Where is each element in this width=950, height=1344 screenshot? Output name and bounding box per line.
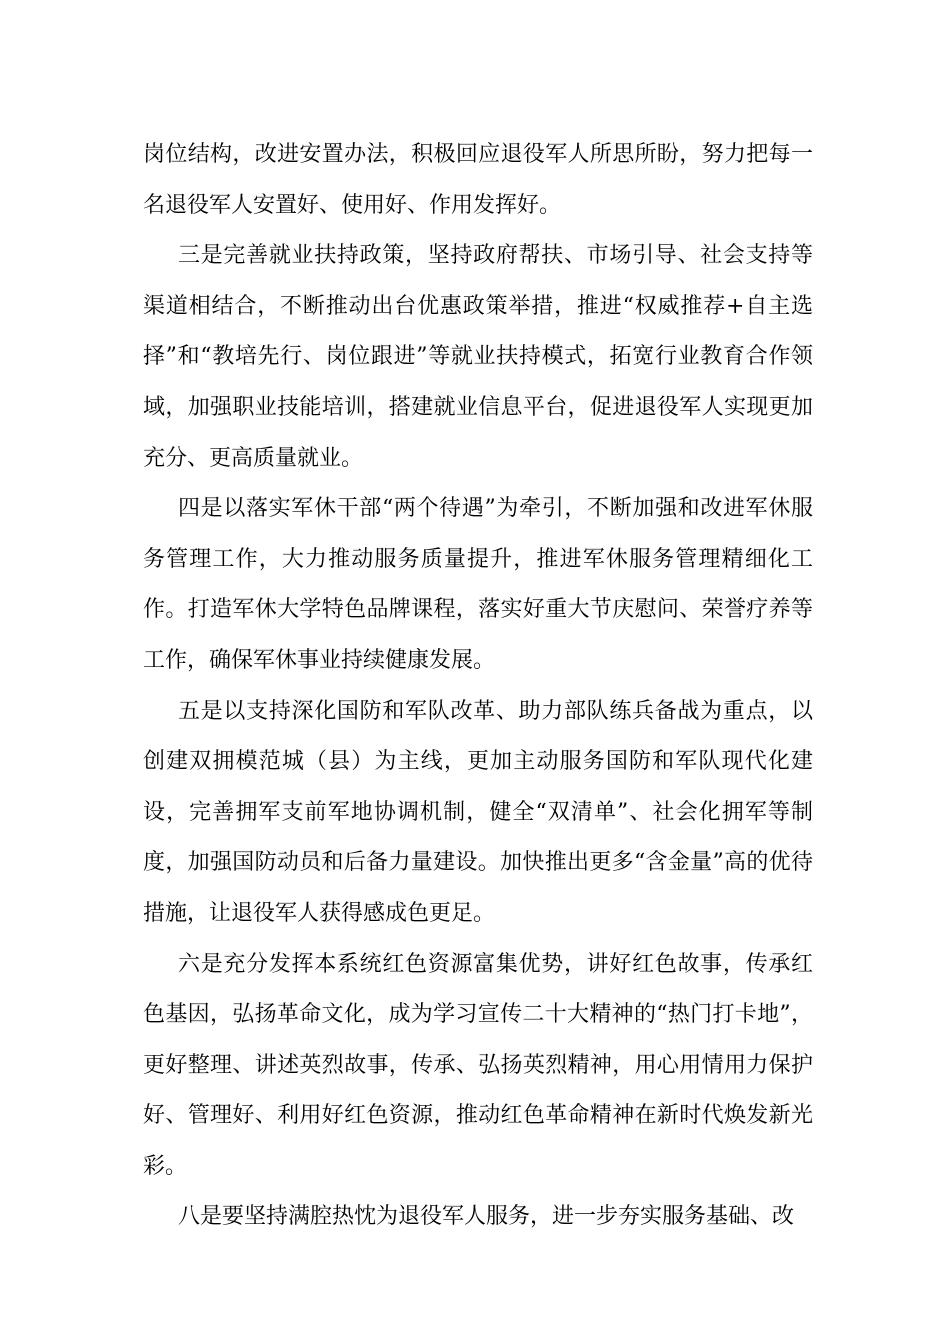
paragraph-eight: 八是要坚持满腔热忱为退役军人服务，进一步夯实服务基础、改: [178, 1204, 795, 1230]
paragraph-four: 四是以落实军休干部“两个待遇”为牵引，不断加强和改进军休服务管理工作，大力推动服务质量提升，推进军休服务管理精细化工作。打造军休大学特色品牌课程，落实好重大节庆慰问、荣誉疗养等工作，确保军休事业持续健康发展。: [143, 496, 813, 673]
paragraph-three: 三是完善就业扶持政策，坚持政府帮扶、市场引导、社会支持等渠道相结合，不断推动出台优惠政策举措，推进“权威推荐+自主选择”和“教培先行、岗位跟进”等就业扶持模式，拓宽行业教育合作领域，加强职业技能培训，搭建就业信息平台，促进退役军人实现更加充分、更高质量就业。: [143, 243, 813, 471]
paragraph-five: 五是以支持深化国防和军队改革、助力部队练兵备战为重点，以创建双拥模范城（县）为主线，更加主动服务国防和军队现代化建设，完善拥军支前军地协调机制，健全“双清单”、社会化拥军等制度，加强国防动员和后备力量建设。加快推出更多“含金量”高的优待措施，让退役军人获得感成色更足。: [143, 698, 813, 926]
document-body: [143, 130, 813, 1243]
paragraph-continued: 岗位结构，改进安置办法，积极回应退役军人所思所盼，努力把每一名退役军人安置好、使用好、作用发挥好。: [143, 142, 813, 218]
paragraph-six: 六是充分发挥本系统红色资源富集优势，讲好红色故事，传承红色基因，弘扬革命文化，成为学习宣传二十大精神的“热门打卡地”，更好整理、讲述英烈故事，传承、弘扬英烈精神，用心用情用力保护好、管理好、利用好红色资源，推动红色革命精神在新时代焕发新光彩。: [143, 951, 813, 1179]
